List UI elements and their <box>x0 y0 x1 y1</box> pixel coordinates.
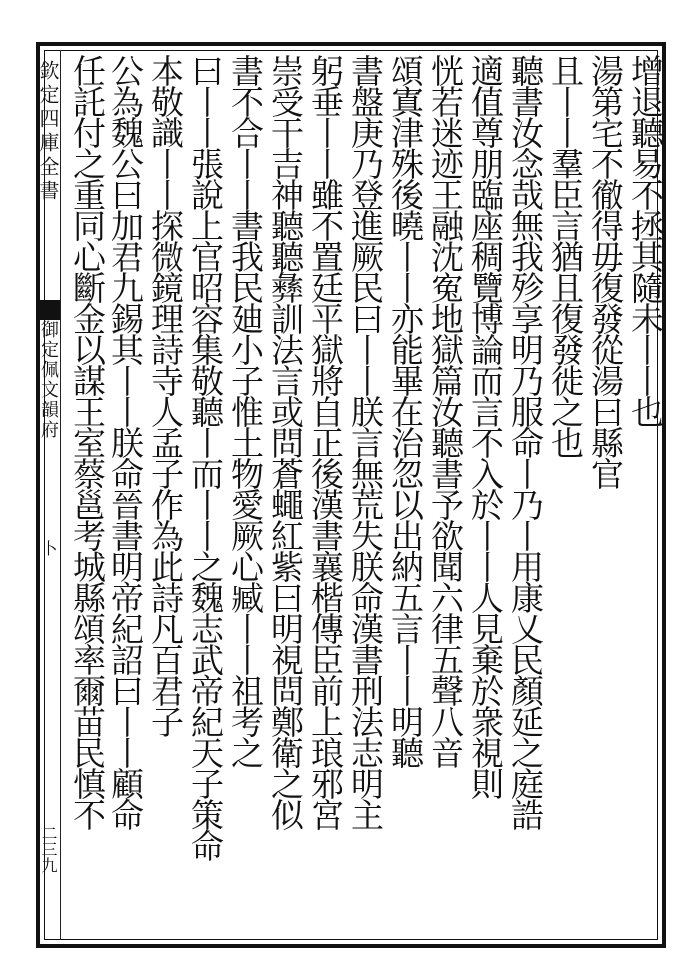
text-column: 且丨丨羣臣言猶且復發徙之也 <box>546 54 585 457</box>
text-column: 適值尊朋臨座稠覽博論而言不入於丨丨人見棄於衆視則 <box>466 54 505 798</box>
text-column: 崇受干吉神聽聽彝訓法言或問蒼蠅紅紫曰明視問鄭衛之似 <box>266 54 305 829</box>
text-column: 恍若迷迹王融沈寃地獄篇汝聽書予欲聞六律五聲八音 <box>426 54 465 767</box>
text-column: 曰丨丨張說上官昭容集敬聽丨而丨丨之魏志武帝紀天子策命 <box>186 54 225 860</box>
text-column: 增退聽易不拯其隨未丨丨也 <box>626 54 665 426</box>
text-column: 書盤庚乃登進厥民曰丨丨朕言無荒失朕命漢書刑法志明主 <box>346 54 385 829</box>
text-columns <box>60 50 665 940</box>
text-column: 任託付之重同心斷金以謀王室蔡邕考城縣頌率爾苗民慎不 <box>68 54 107 829</box>
text-column: 本敬識丨丨探微鏡理詩寺人孟子作為此詩凡百君子 <box>146 54 185 736</box>
text-column: 湯第宅不徹得毋復發從湯曰縣官 <box>586 54 625 488</box>
text-column: 書不合丨丨書我民廸小子惟土物愛厥心臧丨丨祖考之 <box>226 54 265 767</box>
text-column: 頌寘津殊後曉丨丨亦能畢在治忽以出納五言丨丨明聽 <box>386 54 425 767</box>
margin-title: 欽定四庫全書 <box>36 60 60 204</box>
margin-mark-text: 卜 <box>39 540 58 556</box>
fish-tail-mark-icon <box>38 300 60 320</box>
margin-subtitle: 御定佩文韻府 <box>38 320 59 440</box>
text-column: 躬垂丨丨雖不置廷平獄將自正後漢書襄楷傳臣前上琅邪宮 <box>306 54 345 829</box>
text-column: 聽書汝念哉無我殄享明乃服命丨乃丨用康乂民顏延之庭誥 <box>506 54 545 829</box>
text-column: 公為魏公曰加君九錫其丨丨朕命晉書明帝紀詔曰丨丨顧命 <box>106 54 145 829</box>
page-number: 二三九 <box>39 825 58 873</box>
